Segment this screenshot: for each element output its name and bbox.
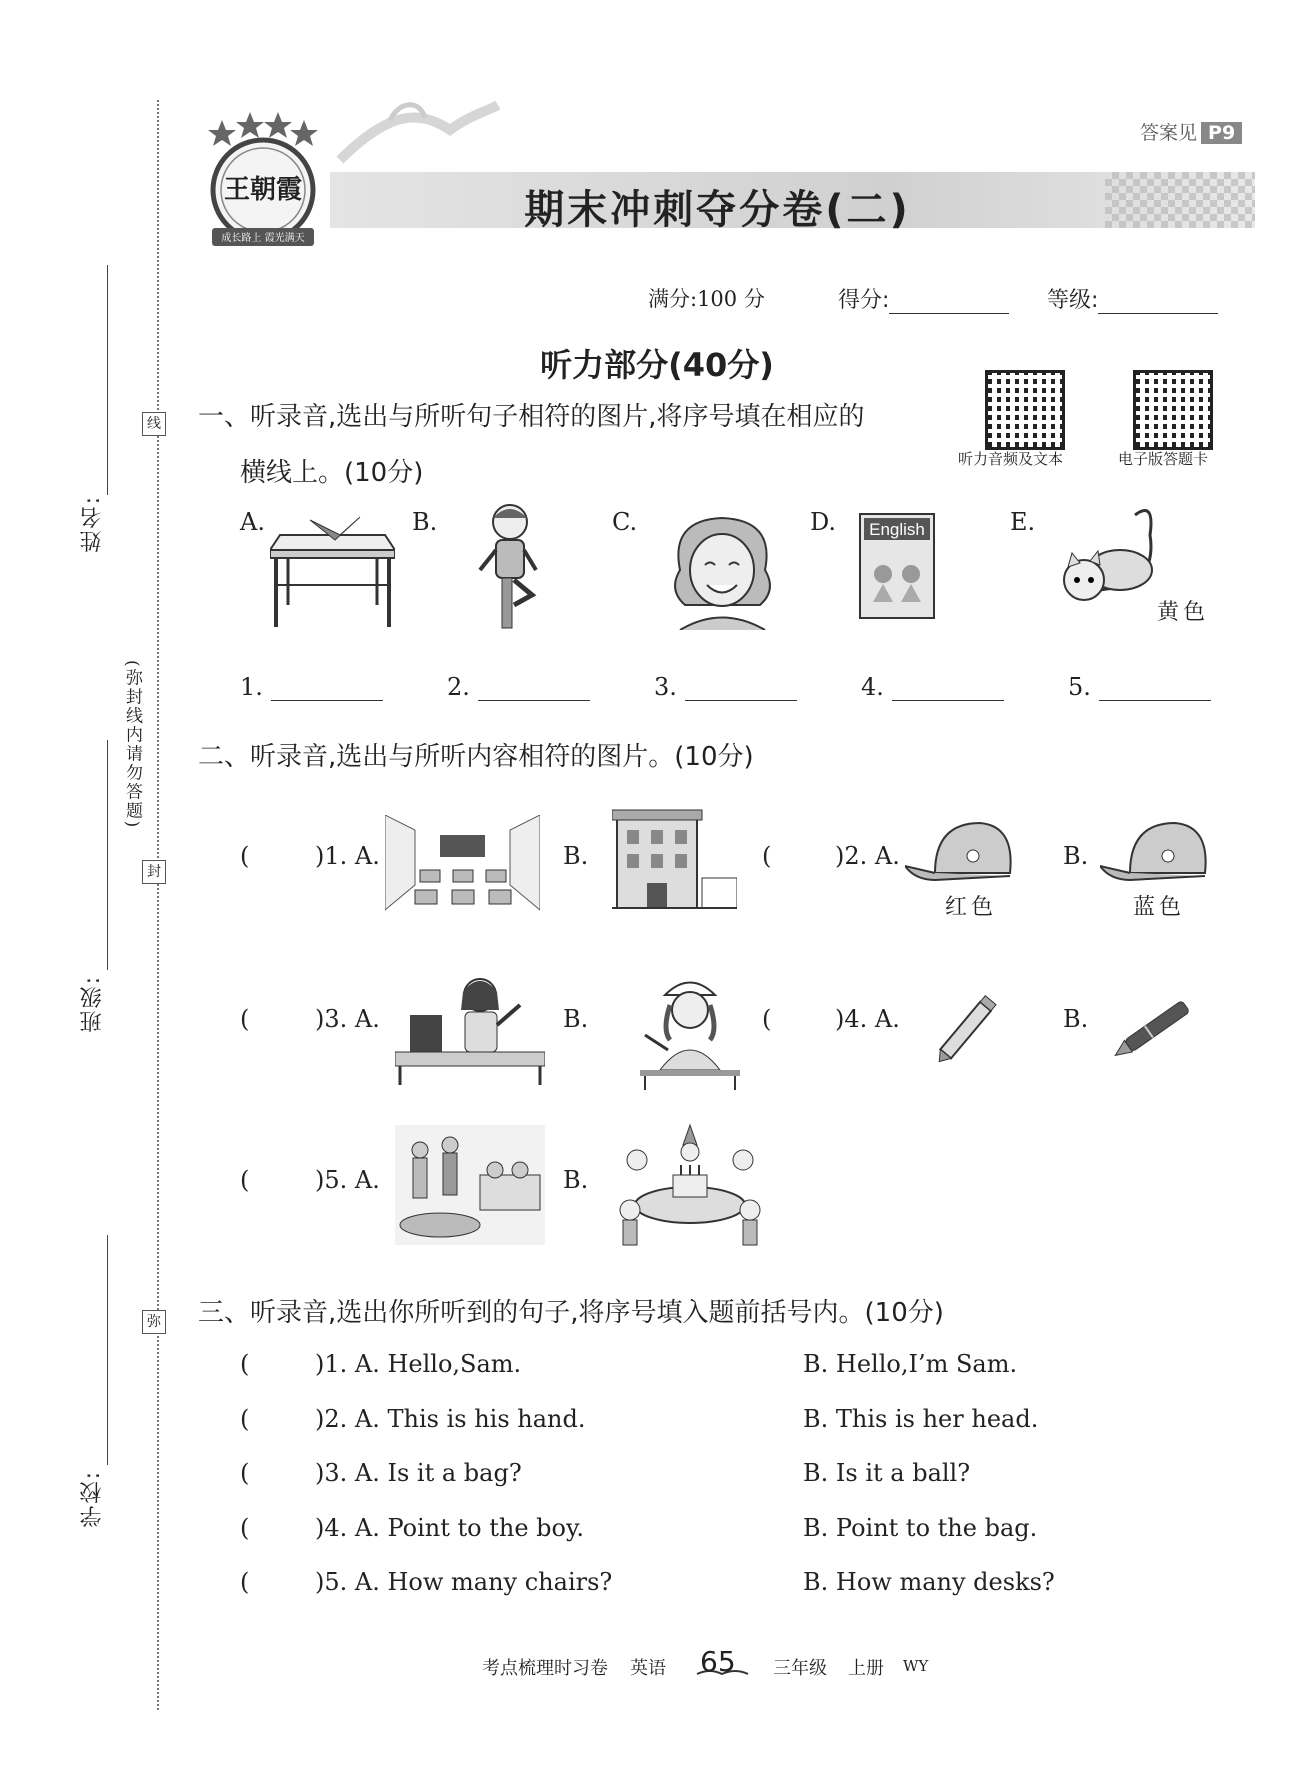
pen-icon xyxy=(1103,992,1203,1067)
seal-mark-mi: 弥 xyxy=(142,1310,166,1334)
name-label: 姓名: xyxy=(80,495,105,553)
q1-option-b-label: B. xyxy=(412,508,438,536)
cat-icon xyxy=(1060,505,1170,615)
classroom-icon xyxy=(385,815,540,915)
q3-item2-paren[interactable]: ( xyxy=(240,1405,250,1433)
q2-item4-b-label: B. xyxy=(1063,1005,1089,1033)
school-label: 学校: xyxy=(80,1470,105,1528)
q2-item2-b-label: B. xyxy=(1063,842,1089,870)
footer-book: 考点梳理时习卷 xyxy=(482,1658,608,1679)
grandmother-icon xyxy=(665,510,780,630)
q2-item3-b-label: B. xyxy=(563,1005,589,1033)
q1-option-c-label: C. xyxy=(612,508,638,536)
score-blank[interactable] xyxy=(889,313,1009,314)
grade-field xyxy=(1047,283,1218,314)
q1-blank-4-number: 4. xyxy=(861,673,884,701)
answer-page-badge: P9 xyxy=(1201,122,1242,144)
score-label: 得分: xyxy=(838,288,890,313)
q1-blank-2-number: 2. xyxy=(447,673,470,701)
q1-option-a-label: A. xyxy=(240,508,265,536)
score-field xyxy=(838,283,1009,314)
qr-card-label: 电子版答题卡 xyxy=(1118,450,1209,468)
q3-item4-paren[interactable]: ( xyxy=(240,1514,250,1542)
q2-title: 二、听录音,选出与所听内容相符的图片。(10分) xyxy=(198,742,754,772)
svg-text:王朝霞: 王朝霞 xyxy=(223,175,303,205)
q3-item3-paren[interactable]: ( xyxy=(240,1459,250,1487)
cap-blue-icon xyxy=(1100,818,1210,893)
school-field-line[interactable] xyxy=(107,1235,108,1465)
q2-item5-label: )5. A. xyxy=(315,1166,380,1194)
q3-item4-option-a: )4. A. Point to the boy. xyxy=(315,1514,584,1542)
q1-blank-5[interactable] xyxy=(1068,673,1211,701)
q1-title-line2: 横线上。(10分) xyxy=(240,458,424,488)
cap-red-icon xyxy=(905,818,1015,893)
book-title: English xyxy=(869,520,925,539)
q1-option-e-label: E. xyxy=(1010,508,1036,536)
q2-item5-b-label: B. xyxy=(563,1166,589,1194)
q3-item2-option-a: )2. A. This is his hand. xyxy=(315,1405,586,1433)
teacher-computer-icon xyxy=(395,970,545,1085)
family-room-icon xyxy=(395,1125,545,1245)
q1-blank-1[interactable] xyxy=(240,673,383,701)
q2-item3-label: )3. A. xyxy=(315,1005,380,1033)
q2-item4-label: )4. A. xyxy=(835,1005,900,1033)
q1-blank-2[interactable] xyxy=(447,673,590,701)
q3-item1-option-a: )1. A. Hello,Sam. xyxy=(315,1350,522,1378)
q2-item3-paren[interactable]: ( xyxy=(240,1005,250,1033)
q3-item5-option-b: B. How many desks? xyxy=(803,1568,1055,1596)
q3-item1-paren[interactable]: ( xyxy=(240,1350,250,1378)
grade-label: 等级: xyxy=(1047,288,1099,313)
q1-blank-3[interactable] xyxy=(654,673,797,701)
school-building-icon xyxy=(612,808,737,918)
q3-item5-paren[interactable]: ( xyxy=(240,1568,250,1596)
q1-option-d-label: D. xyxy=(810,508,837,536)
q2-item1-label: )1. A. xyxy=(315,842,380,870)
cap-b-color-caption: 蓝色 xyxy=(1133,895,1186,920)
q3-item5-option-a: )5. A. How many chairs? xyxy=(315,1568,613,1596)
q3-item1-option-b: B. Hello,I’m Sam. xyxy=(803,1350,1018,1378)
grade-blank[interactable] xyxy=(1098,313,1218,314)
q2-item2-paren[interactable]: ( xyxy=(762,842,772,870)
q3-item2-option-b: B. This is her head. xyxy=(803,1405,1039,1433)
q2-item1-paren[interactable]: ( xyxy=(240,842,250,870)
qr-audio-label: 听力音频及文本 xyxy=(958,450,1064,468)
footer-subject: 英语 xyxy=(630,1658,666,1679)
q1-blank-3-number: 3. xyxy=(654,673,677,701)
q1-blank-1-number: 1. xyxy=(240,673,263,701)
cap-a-color-caption: 红色 xyxy=(945,895,998,920)
class-label: 班级: xyxy=(80,975,105,1033)
full-score: 满分:100 分 xyxy=(648,287,765,311)
seal-mark-xian: 线 xyxy=(142,412,166,436)
q3-item3-option-a: )3. A. Is it a bag? xyxy=(315,1459,522,1487)
nurse-icon xyxy=(640,970,740,1090)
footer-edition: WY xyxy=(903,1657,929,1675)
page-title: 期末冲刺夺分卷(二) xyxy=(524,187,911,233)
q3-item3-option-b: B. Is it a ball? xyxy=(803,1459,971,1487)
q2-item5-paren[interactable]: ( xyxy=(240,1166,250,1194)
seal-notice: (弥封线内请勿答题) xyxy=(122,660,142,830)
page-number: 65 xyxy=(700,1645,736,1678)
desk-icon xyxy=(270,505,395,630)
english-book-icon xyxy=(858,512,938,622)
qr-code-audio-icon[interactable] xyxy=(985,370,1065,450)
pencil-icon xyxy=(925,990,1010,1070)
answer-ref-label: 答案见 xyxy=(1140,122,1198,144)
q1-blank-4[interactable] xyxy=(861,673,1004,701)
seal-mark-feng: 封 xyxy=(142,860,166,884)
ribbon-decoration xyxy=(330,100,500,190)
svg-text:成长路上 霞光满天: 成长路上 霞光满天 xyxy=(221,233,305,244)
publisher-logo xyxy=(198,112,328,254)
class-field-line[interactable] xyxy=(107,740,108,970)
q2-item1-b-label: B. xyxy=(563,842,589,870)
birthday-party-icon xyxy=(615,1120,765,1250)
cat-color-caption: 黄色 xyxy=(1157,600,1210,625)
q2-item2-label: )2. A. xyxy=(835,842,900,870)
footer-volume: 上册 xyxy=(848,1658,884,1679)
section-heading: 听力部分(40分) xyxy=(540,346,774,384)
q3-item4-option-b: B. Point to the bag. xyxy=(803,1514,1038,1542)
q2-item4-paren[interactable]: ( xyxy=(762,1005,772,1033)
footer-grade: 三年级 xyxy=(773,1658,827,1679)
boy-standing-one-leg-icon xyxy=(470,500,550,635)
qr-code-card-icon[interactable] xyxy=(1133,370,1213,450)
answer-reference xyxy=(1140,118,1242,145)
q1-title-line1: 一、听录音,选出与所听句子相符的图片,将序号填在相应的 xyxy=(198,402,865,432)
q1-blank-5-number: 5. xyxy=(1068,673,1091,701)
q3-title: 三、听录音,选出你所听到的句子,将序号填入题前括号内。(10分) xyxy=(198,1298,944,1328)
